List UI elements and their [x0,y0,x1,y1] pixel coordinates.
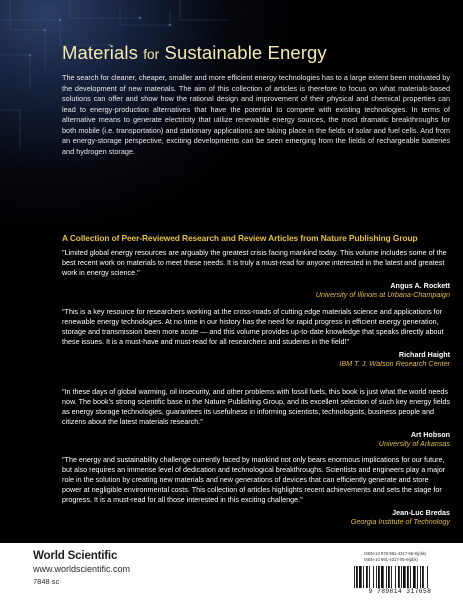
barcode-bar [417,566,418,588]
barcode-bar [373,566,374,588]
barcode-bar [413,566,416,588]
barcode-bar [401,566,402,588]
barcode-bar [381,566,384,588]
barcode-bar [395,566,396,588]
endorsement-quote [62,248,450,299]
barcode-bar [359,566,362,588]
quote-author: Jean-Luc Bredas [392,507,450,517]
book-title: Materials for Sustainable Energy [62,42,327,63]
quote-affiliation: University of Illinois at Urbana-Champaign [315,289,450,299]
barcode-bar [420,566,421,588]
barcode-bar [363,566,364,588]
barcode-bar [407,566,409,588]
barcode [352,566,448,588]
quote-text: "The energy and sustainability challenge currently faced by mankind not only bears enormous implications for our future, but also requires an immense level of dedication and technological breakthroughs. Scientists and engineers play a major role in the solution by creating new materials and new generations of devices that can efficiently generate and store power at negligible environmental costs. This collection of articles highlights recent achievements and sets the stage for progress. It is a must-read for all those interested in this exciting challenge." [62,455,446,504]
barcode-bar [391,566,392,588]
barcode-bar [386,566,387,588]
barcode-bar [410,566,411,588]
endorsement-quote [62,387,450,448]
isbn-13: ISBN-13 978-981-4317-65-8(pbk) [364,551,427,556]
quote-author: Richard Haight [398,349,450,359]
barcode-bar [354,566,355,588]
quote-text: "In these days of global warming, oil insecurity, and other problems with fossil fuels, this book is just what the world needs now. The book's strong scientific base in the Nature Publishing Group, and its excellent selection of such key energy fields as energy storage technologies, guarantees its usefulness in informing scientists, technologists, business people and citizens about the latest materials research." [62,387,450,426]
quote-author: Angus A. Rockett [390,280,450,290]
barcode-bar [398,566,400,588]
quote-affiliation: University of Arkansas [378,438,450,448]
barcode-bar [369,566,370,588]
collection-heading: A Collection of Peer-Reviewed Research and Review Articles from Nature Publishing Group [62,233,418,243]
barcode-bar [376,566,377,588]
endorsement-quote [62,307,450,368]
publisher-name: World Scientific [33,549,118,562]
barcode-bar [378,566,380,588]
endorsement-quote [62,455,450,526]
quote-text: "This is a key resource for researchers working at the cross-roads of cutting edge materials science and applications for renewable energy technologies. At no time in our history has the need for rapid progress in efficient energy generation, storage and transmission been more acute — and this volume provides up-to-date knowledge that speaks directly about these issues. It is a must-have and must-read for all researchers and students in the field!" [62,307,444,346]
isbn-10: ISBN-10 981-4317-65-9(pbk) [364,557,419,562]
quote-affiliation: Georgia Institute of Technology [350,516,450,526]
publisher-website: www.worldscientific.com [33,564,131,574]
barcode-bar [356,566,358,588]
barcode-bar [422,566,424,588]
barcode-bar [388,566,390,588]
intro-paragraph: The search for cleaner, cheaper, smaller and more efficient energy technologies has to a large extent been motivated by the development of new materials. The aim of this collection of articles is therefore to focus on what materials-based solutions can offer and show how the rational design and improvement of their physical and chemical properties can lead to energy-production alternatives that have the potential to compete with existing technologies. In terms of alternative means to generate electricity that utilize renewable energy sources, the most dramatic breakthroughs for both mobile (i.e. transportation) and stationary applications are taking place in the fields of solar and fuel cells. And from an energy-storage perspective, exciting developments can be seen emerging from the fields of rechargeable batteries and hydrogen storage. [62,73,450,156]
quote-author: Art Hobson [410,429,450,439]
barcode-number: 9 789814 317658 [368,588,432,595]
quote-affiliation: IBM T. J. Watson Research Center [339,358,450,368]
book-code: 7848 sc [33,577,60,586]
barcode-bar [366,566,368,588]
barcode-bar [403,566,406,588]
quote-text: "Limited global energy resources are arguably the greatest crisis facing mankind today. This volume includes some of the best recent work on materials to meet these needs. It is truly a must-read for anyone interested in the latest and greatest work in energy science." [62,248,447,277]
barcode-bar [427,566,428,588]
